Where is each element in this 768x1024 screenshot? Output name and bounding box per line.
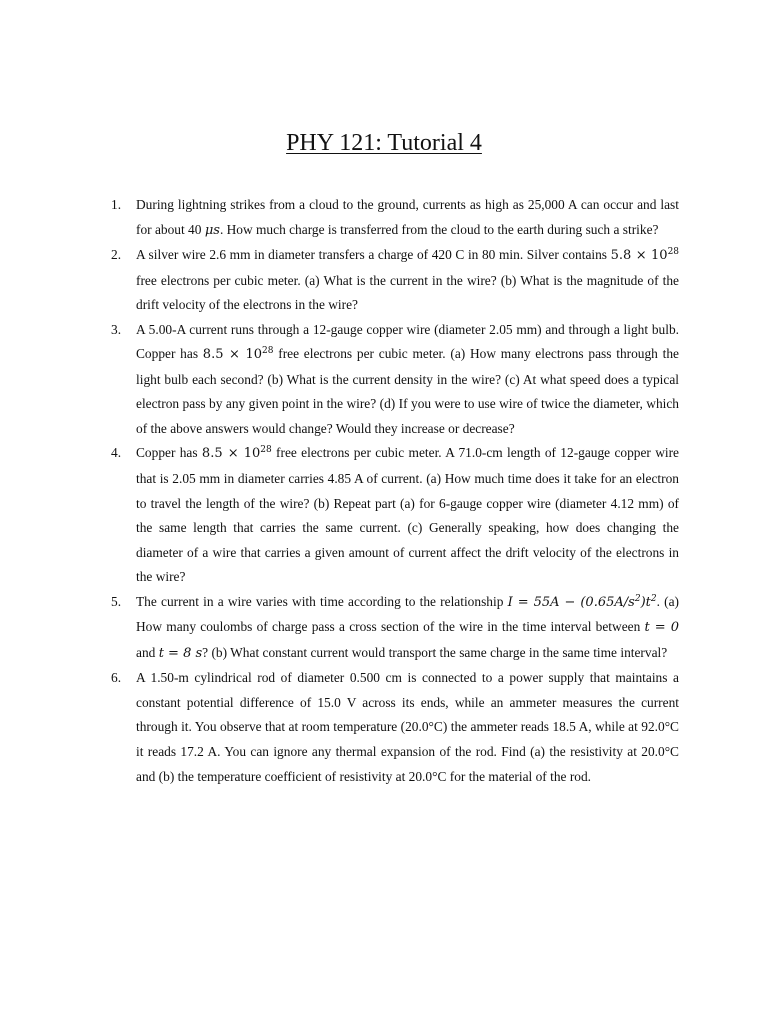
problem-6 [108, 666, 679, 789]
problem-text [136, 590, 679, 667]
problem-text [136, 243, 679, 318]
math-unit: μs [204, 222, 220, 238]
math-exponent: 2 [650, 593, 657, 604]
problem-text [136, 318, 679, 442]
problem-number: 5. [111, 593, 122, 609]
math-exponent: 28 [667, 247, 680, 258]
math-base: 8.5 × 10 [201, 446, 261, 462]
math-base: 5.8 × 10 [610, 248, 668, 264]
problem-3 [108, 318, 679, 442]
problem-text-part: free electrons per cubic meter. (a) How many electrons pass through the light bulb each second? (b) What is the current density in the wire? (c) At what speed does a typical electron pass by any given point in the wire? (d) If you were to use wire of twice the diameter, which of the above answers would change? Would they increase or decrease? [136, 346, 679, 436]
math-time-end: t = 8 s [158, 645, 203, 661]
problem-number: 2. [111, 247, 122, 263]
math-equation [508, 595, 657, 610]
problem-number: 1. [111, 197, 122, 212]
math-time-start: t = 0 [644, 620, 679, 636]
problem-text-part: The current in a wire varies with time according to the relationship [136, 593, 508, 609]
problem-text-part: . (a) How many coulombs of charge pass a cross section of the wire in the time interval between [136, 593, 679, 635]
math-base: 8.5 × 10 [202, 347, 263, 363]
math-exponent: 2 [634, 593, 641, 604]
problem-2 [108, 243, 679, 318]
problem-text-part: and [136, 644, 159, 660]
problem-text [136, 193, 679, 243]
page-title: PHY 121: Tutorial 4 [286, 130, 482, 156]
problem-number: 3. [111, 321, 122, 337]
problem-number: 4. [111, 445, 122, 461]
problem-4 [108, 441, 679, 589]
problem-text-part: During lightning strikes from a cloud to the ground, currents as high as 25,000 A can occur and last for about 40 [136, 197, 679, 237]
math-expression [202, 446, 272, 461]
math-eq-part: I = 55A − (0.65A/s [507, 594, 635, 610]
math-expression [611, 248, 679, 263]
math-exponent: 28 [262, 346, 274, 357]
problem-text: A 1.50-m cylindrical rod of diameter 0.500 cm is connected to a power supply that maintains a constant potential difference of 15.0 V across its ends, while an ammeter measures the current through it. You observe that at room temperature (20.0°C) the ammeter reads 18.5 A, while at 92.0°C it reads 17.2 A. You can ignore any thermal expansion of the rod. Find (a) the resistivity at 20.0°C and (b) the temperature coefficient of resistivity at 20.0°C for the material of the rod. [136, 670, 679, 784]
problem-number: 6. [111, 670, 122, 686]
problem-text-part: free electrons per cubic meter. (a) What is the current in the wire? (b) What is the magnitude of the drift velocity of the electrons in the wire? [136, 272, 679, 313]
math-expression [203, 347, 274, 362]
problem-text-part: ? (b) What constant current would transport the same charge in the same time interval? [202, 644, 668, 660]
problem-text-part: free electrons per cubic meter. A 71.0-cm length of 12-gauge copper wire that is 2.05 mm in diameter carries 4.85 A of current. (a) How much time does it take for an electron to travel the length of the wire? (b) Repeat part (a) for 6-gauge copper wire (diameter 4.12 mm) of the same length that carries the same current. (c) Generally speaking, how does changing the diameter of a wire that carries a given amount of current affect the drift velocity of the electrons in the wire? [136, 445, 679, 585]
math-eq-part: )t [640, 594, 651, 610]
problem-text-part: A 5.00-A current runs through a 12-gauge copper wire (diameter 2.05 mm) and through a light bulb. Copper has [136, 321, 679, 362]
problem-text-part: A silver wire 2.6 mm in diameter transfers a charge of 420 C in 80 min. Silver contains [136, 247, 611, 263]
problem-text [136, 441, 679, 589]
problem-5 [108, 590, 679, 667]
problem-1 [108, 193, 679, 243]
math-exponent: 28 [260, 445, 272, 456]
problem-list [108, 193, 679, 789]
problem-text-part: Copper has [136, 445, 202, 461]
problem-text-part: . How much charge is transferred from the cloud to the earth during such a strike? [219, 221, 659, 237]
